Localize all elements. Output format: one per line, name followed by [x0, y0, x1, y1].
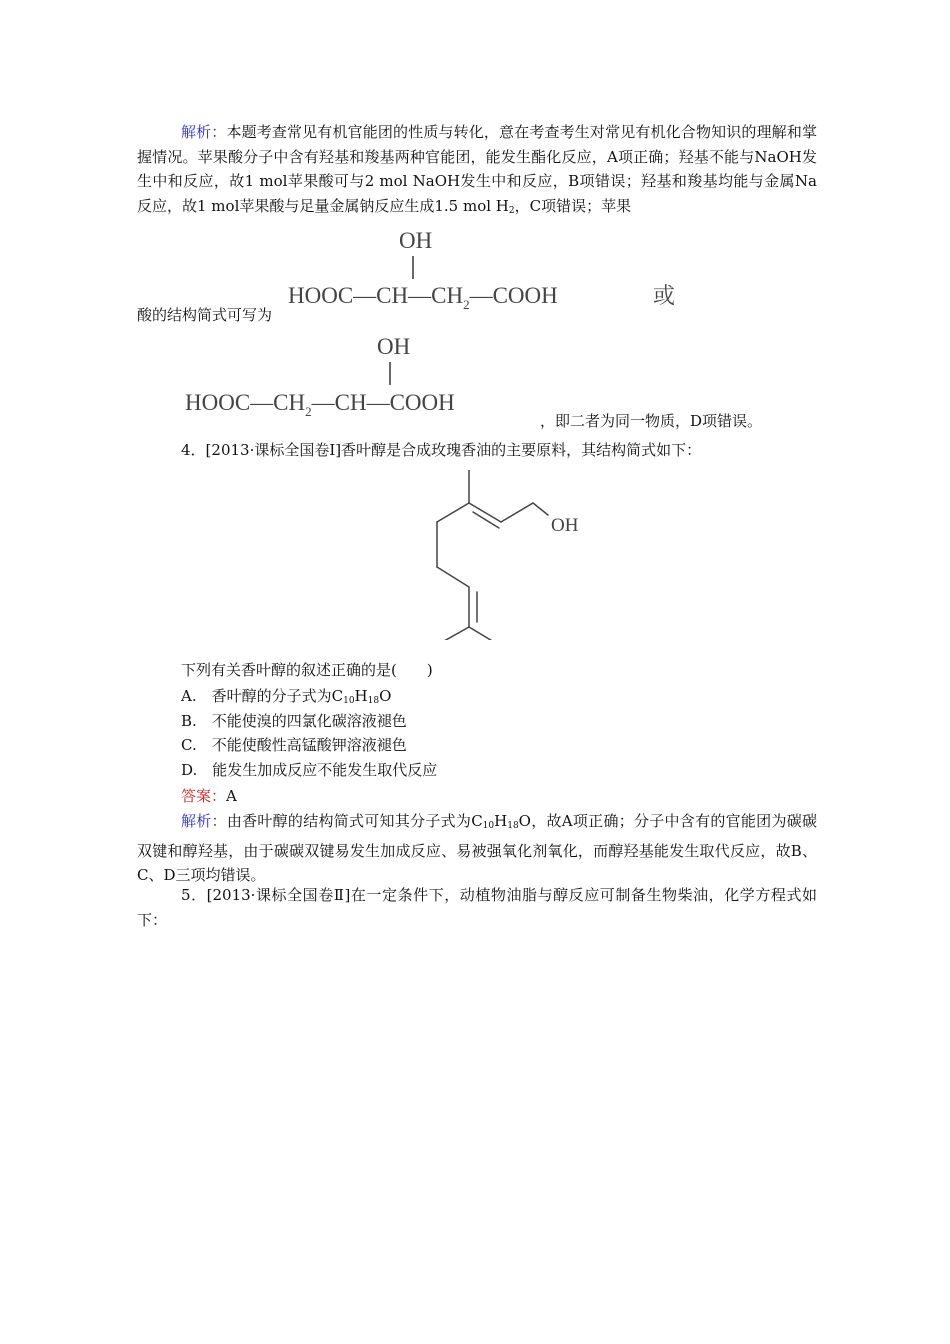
geraniol-structure: [430, 470, 600, 640]
formula1-oh: OH: [399, 228, 433, 253]
q3-analysis-text3: ，即二者为同一物质，D项错误。: [540, 412, 763, 430]
formula2-oh: OH: [377, 334, 411, 359]
q5-stem: 5．[2013·课标全国卷Ⅱ]在一定条件下，动植物油脂与醇反应可制备生物柴油，化学方程式如下：: [137, 886, 817, 929]
q4-option-a: A. 香叶醇的分子式为$C_{10}H_{18}O$: [181, 687, 392, 706]
answer-value: A: [226, 787, 237, 805]
h2-subscript: 2: [508, 205, 515, 216]
formula2-text: $HOOC—CH_2—CH—COOH$: [185, 390, 455, 419]
q4-option-c: C. 不能使酸性高锰酸钾溶液褪色: [181, 736, 407, 754]
answer-label: 答案：: [181, 787, 227, 805]
q4-option-b: B. 不能使溴的四氯化碳溶液褪色: [181, 712, 407, 730]
q3-analysis: [137, 120, 817, 223]
q4-stem: 4．[2013·课标全国卷Ⅰ]香叶醇是合成玫瑰香油的主要原料，其结构简式如下：: [181, 441, 702, 459]
q4-analysis: 解析：由香叶醇的结构简式可知其分子式为$C_{10}H_{18}O$，故A项正确；分子中含有的官能团为碳碳双键和醇羟基，由于碳碳双键易发生加成反应、易被强氧化剂氧化，而醇羟基能发生取代反应，故B、C、D三项均错误。: [137, 812, 817, 884]
q3-analysis-text: 本题考查常见有机官能团的性质与转化，意在考查考生对常见有机化合物知识的理解和掌握情况。苹果酸分子中含有羟基和羧基两种官能团，能发生酯化反应，A项正确；羟基不能与NaOH发生中和反应，故1 mol苹果酸可与2 mol NaOH发生中和反应，B项错误；羟基和羧基均能与金属Na反应，故1 mol苹果酸与足量金属钠反应生成1.5 mol H: [137, 123, 817, 215]
q3-analysis-text2: 酸的结构简式可写为: [137, 306, 273, 324]
geraniol-oh-label: OH: [551, 515, 579, 536]
q4-option-d: D. 能发生加成反应不能发生取代反应: [181, 761, 438, 779]
q3-analysis-text-end: ，C项错误；苹果: [514, 196, 632, 215]
formula1-text: $HOOC—CH—CH_2—COOH$: [288, 283, 558, 312]
q4-answer: [181, 786, 237, 806]
malic-acid-formula-1: [285, 222, 685, 322]
analysis-label: 解析：: [181, 812, 227, 830]
analysis-label: 解析：: [181, 123, 227, 141]
malic-acid-formula-2: [183, 330, 543, 422]
formula1-or: 或: [653, 283, 676, 308]
q4-question: 下列有关香叶醇的叙述正确的是( ): [181, 661, 433, 679]
